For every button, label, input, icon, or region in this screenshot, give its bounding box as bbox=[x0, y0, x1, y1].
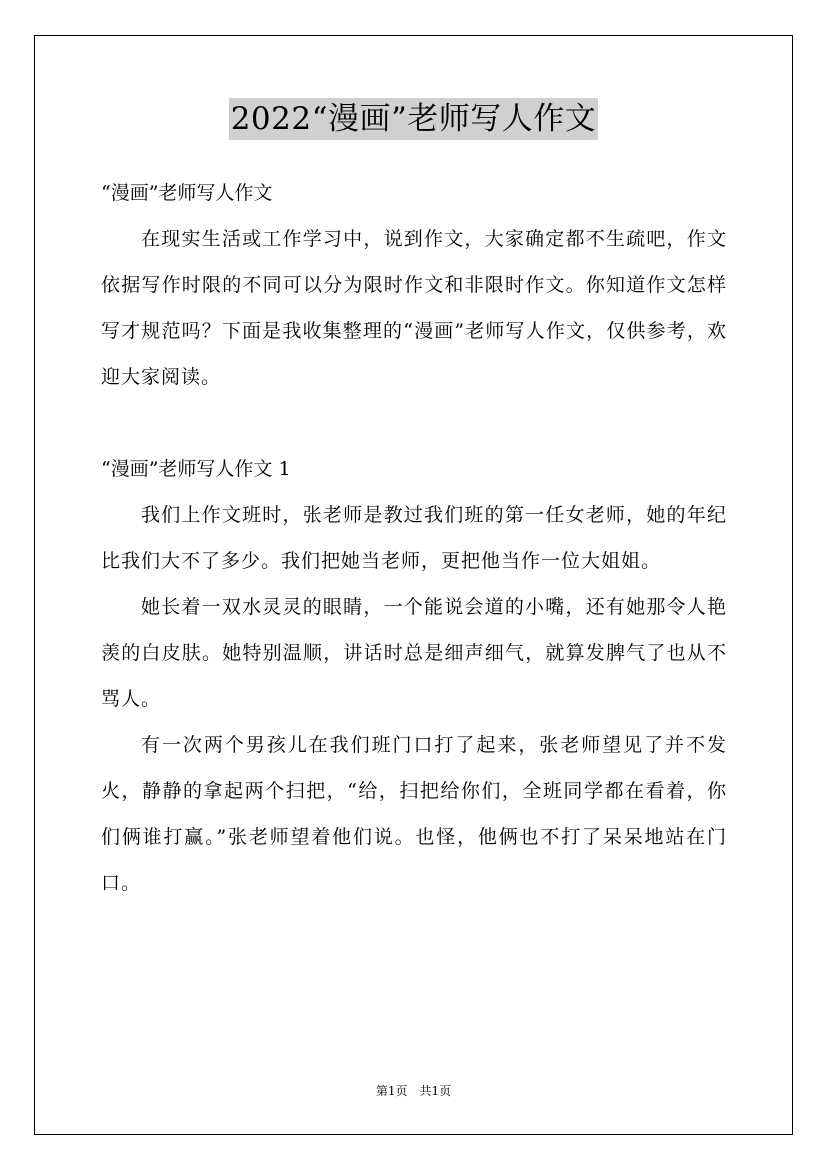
page-footer: 第1页 共1页 bbox=[375, 1084, 452, 1098]
paragraph-spacer bbox=[101, 400, 727, 446]
intro-paragraph: 在现实生活或工作学习中，说到作文，大家确定都不生疏吧，作文依据写作时限的不同可以分为限时作文和非限时作文。你知道作文怎样写才规范吗？下面是我收集整理的“漫画”老师写人作文，仅供参考，欢迎大家阅读。 bbox=[101, 228, 727, 388]
body-paragraph: 我们上作文班时，张老师是教过我们班的第一任女老师，她的年纪比我们大不了多少。我们把她当老师，更把他当作一位大姐姐。 bbox=[101, 504, 727, 572]
document-title: 2022“漫画”老师写人作文 bbox=[229, 98, 599, 140]
section-title: “漫画”老师写人作文 1 bbox=[101, 458, 291, 480]
title-container bbox=[0, 98, 827, 140]
document-body bbox=[101, 170, 727, 906]
body-paragraph: 她长着一双水灵灵的眼睛，一个能说会道的小嘴，还有她那令人艳羡的白皮肤。她特别温顺，讲话时总是细声细气，就算发脾气了也从不骂人。 bbox=[101, 596, 727, 710]
body-paragraph: 有一次两个男孩儿在我们班门口打了起来，张老师望见了并不发火，静静的拿起两个扫把，“给，扫把给你们，全班同学都在看着，你们俩谁打赢。”张老师望着他们说。也怪，他俩也不打了呆呆地站在门口。 bbox=[101, 734, 727, 894]
document-subtitle: “漫画”老师写人作文 bbox=[101, 182, 273, 204]
